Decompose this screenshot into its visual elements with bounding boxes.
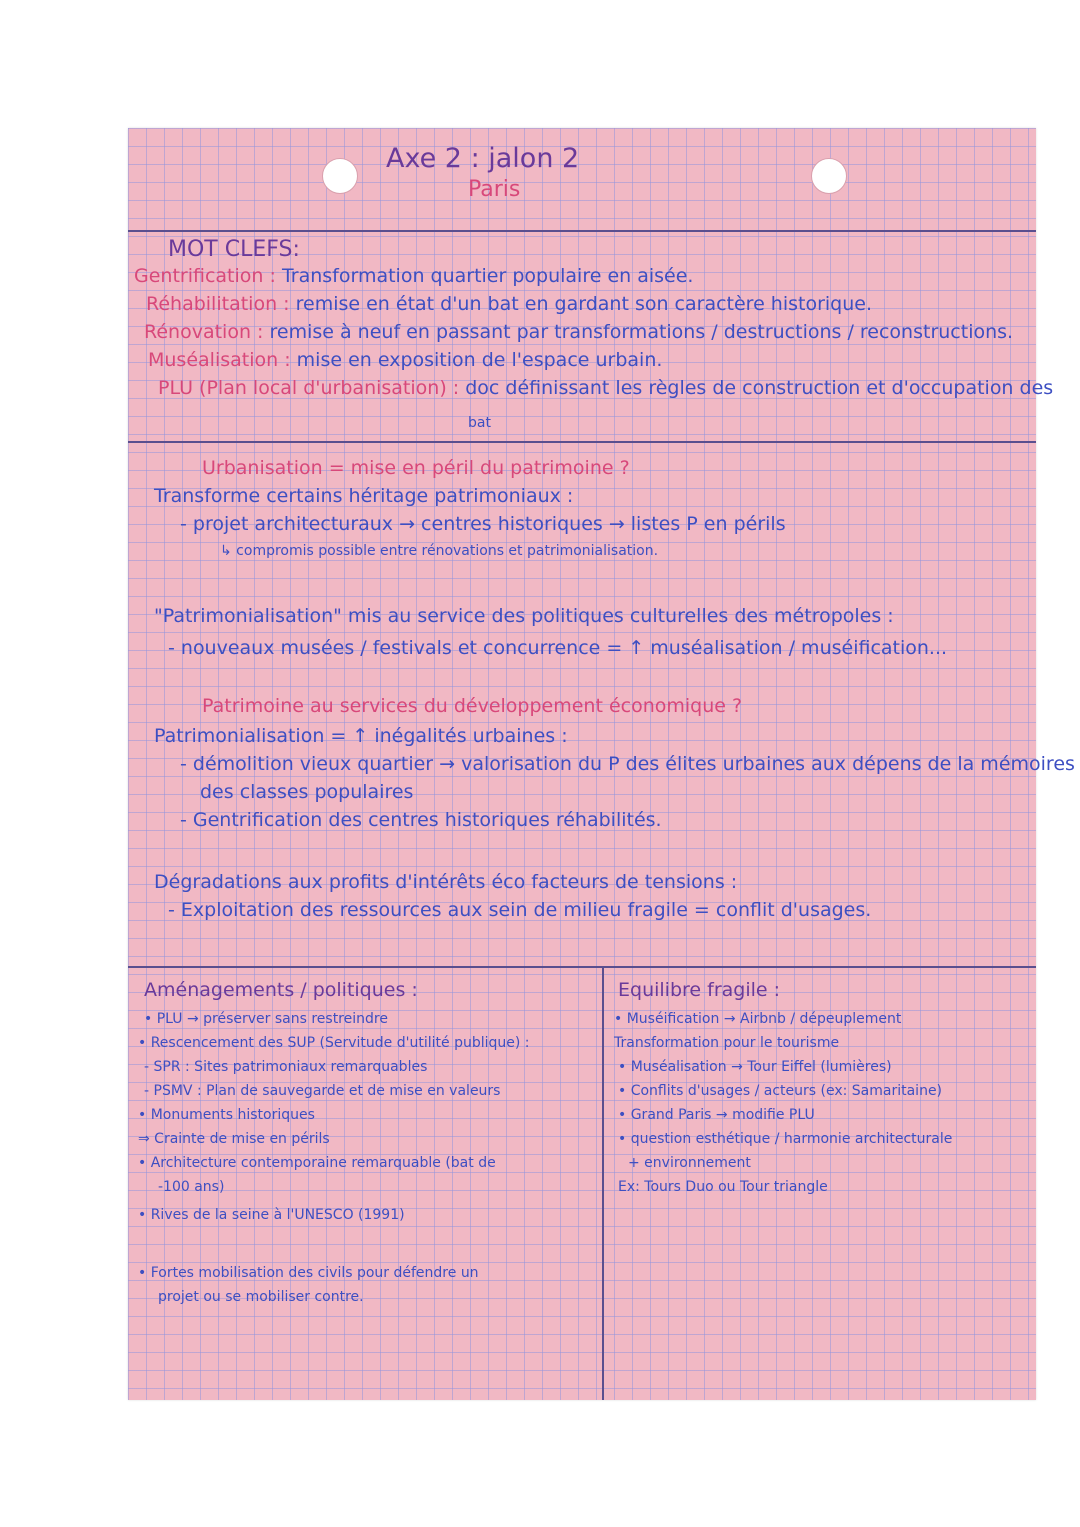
question-heading: Urbanisation = mise en péril du patrimoine ? [202, 457, 630, 479]
list-item: • Fortes mobilisation des civils pour défendre un [138, 1265, 479, 1281]
list-item: • Muséalisation → Tour Eiffel (lumières) [618, 1059, 892, 1075]
question-heading: Patrimoine au services du développement économique ? [202, 695, 743, 717]
list-item: • Rives de la seine à l'UNESCO (1991) [138, 1207, 405, 1223]
bullet-point: Transforme certains héritage patrimoniaux : [154, 485, 574, 507]
sub-point: ↳ compromis possible entre rénovations et patrimonialisation. [220, 543, 659, 559]
page-subtitle: Paris [468, 177, 521, 202]
list-item: Ex: Tours Duo ou Tour triangle [618, 1179, 828, 1195]
list-item: Transformation pour le tourisme [614, 1035, 840, 1051]
bullet-point: Dégradations aux profits d'intérêts éco facteurs de tensions : [154, 871, 738, 893]
sub-point: - projet architecturaux → centres historiques → listes P en périls [180, 513, 786, 535]
list-item: • Grand Paris → modifie PLU [618, 1107, 815, 1123]
keyword-item: PLU (Plan local d'urbanisation) : doc définissant les règles de construction et d'occupation des [158, 377, 1054, 399]
list-item: ⇒ Crainte de mise en périls [138, 1131, 330, 1147]
list-item: • PLU → préserver sans restreindre [144, 1011, 388, 1027]
list-item: projet ou se mobiliser contre. [158, 1289, 364, 1305]
left-column-heading: Aménagements / politiques : [144, 979, 418, 1001]
list-item: • Muséification → Airbnb / dépeuplement [614, 1011, 902, 1027]
list-item: • Rescencement des SUP (Servitude d'utilité publique) : [138, 1035, 530, 1051]
divider-3 [128, 966, 1036, 968]
right-column-heading: Equilibre fragile : [618, 979, 781, 1001]
sub-point: - nouveaux musées / festivals et concurrence = ↑ muséalisation / muséification... [168, 637, 948, 659]
punch-hole-left [322, 158, 358, 194]
sub-point: - démolition vieux quartier → valorisation du P des élites urbaines aux dépens de la mémoires [180, 753, 1075, 775]
column-divider [602, 966, 604, 1400]
punch-hole-right [811, 158, 847, 194]
keyword-item: Gentrification : Transformation quartier populaire en aisée. [134, 265, 694, 287]
keyword-item: Réhabilitation : remise en état d'un bat en gardant son caractère historique. [146, 293, 873, 315]
sub-point: - Exploitation des ressources aux sein de milieu fragile = conflit d'usages. [168, 899, 872, 921]
page-title: Axe 2 : jalon 2 [386, 143, 580, 174]
list-item: - SPR : Sites patrimoniaux remarquables [144, 1059, 428, 1075]
list-item: • question esthétique / harmonie architecturale [618, 1131, 953, 1147]
list-item: • Conflits d'usages / acteurs (ex: Samaritaine) [618, 1083, 943, 1099]
bullet-point: "Patrimonialisation" mis au service des politiques culturelles des métropoles : [154, 605, 894, 627]
list-item: + environnement [628, 1155, 751, 1171]
keyword-item: Rénovation : remise à neuf en passant par transformations / destructions / reconstructions. [144, 321, 1014, 343]
divider-1 [128, 230, 1036, 232]
sub-point: des classes populaires [200, 781, 414, 803]
divider-2 [128, 441, 1036, 443]
list-item: • Architecture contemporaine remarquable (bat de [138, 1155, 496, 1171]
keyword-item: Muséalisation : mise en exposition de l'espace urbain. [148, 349, 663, 371]
keyword-item-continuation: bat [468, 415, 491, 431]
bullet-point: Patrimonialisation = ↑ inégalités urbaines : [154, 725, 568, 747]
keywords-heading: MOT CLEFS: [168, 237, 300, 262]
notebook-page [128, 128, 1075, 1400]
sub-point: - Gentrification des centres historiques réhabilités. [180, 809, 662, 831]
list-item: -100 ans) [158, 1179, 225, 1195]
list-item: - PSMV : Plan de sauvegarde et de mise en valeurs [144, 1083, 501, 1099]
list-item: • Monuments historiques [138, 1107, 315, 1123]
